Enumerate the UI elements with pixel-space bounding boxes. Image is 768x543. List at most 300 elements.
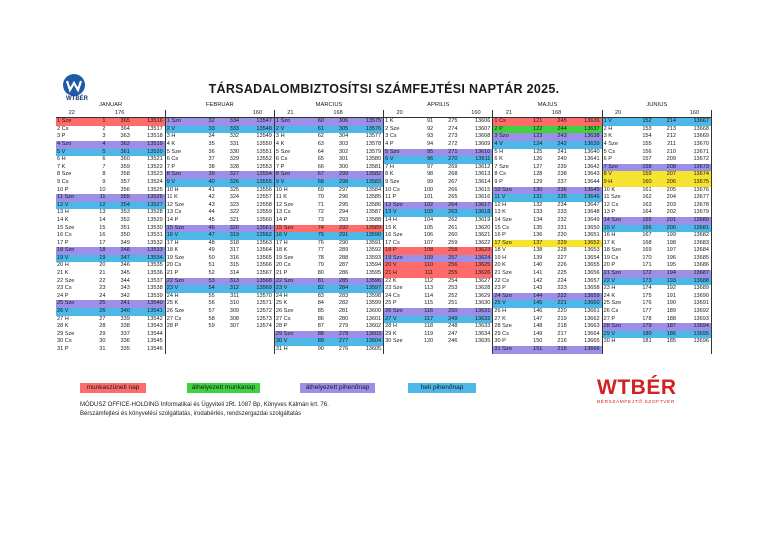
day-of-year: 101 (423, 194, 434, 201)
month-workday-count (165, 110, 196, 118)
serial-day-number: 13548 (241, 126, 274, 134)
day-label: 30 Cs (57, 338, 72, 345)
day-label: 25 K (166, 300, 179, 307)
days-remaining: 273 (448, 133, 458, 140)
serial-day-number: 13675 (678, 179, 712, 187)
days-remaining: 363 (120, 133, 130, 140)
serial-day-number: 13577 (350, 133, 383, 141)
day-of-year: 33 (197, 126, 217, 134)
day-of-year: 6 (102, 156, 106, 163)
day-label (165, 346, 196, 354)
serial-day-number: 13580 (350, 156, 383, 164)
day-of-year: 151 (524, 346, 544, 354)
day-of-year: 56 (208, 300, 215, 307)
day-label: 21 P (166, 270, 179, 277)
days-remaining: 302 (338, 148, 349, 155)
days-remaining (217, 346, 241, 354)
days-remaining: 290 (338, 239, 349, 246)
days-remaining: 236 (544, 187, 568, 195)
days-remaining: 295 (338, 201, 349, 208)
day-of-year: 177 (642, 308, 652, 315)
day-of-year: 110 (415, 262, 435, 270)
serial-day-number: 13568 (241, 278, 274, 286)
day-of-year: 174 (642, 285, 652, 292)
day-of-year: 98 (426, 171, 434, 178)
table-row (56, 141, 712, 149)
month-hours-count: 168 (544, 110, 568, 118)
day-of-year: 9 (102, 178, 106, 185)
day-of-year: 77 (317, 247, 324, 254)
day-label: 21 Sze (494, 270, 512, 277)
serial-day-number: 13658 (569, 285, 602, 293)
serial-day-number: 13632 (460, 316, 493, 324)
days-remaining: 314 (229, 270, 240, 277)
day-label: 3 P (57, 133, 66, 140)
days-remaining: 224 (557, 277, 567, 284)
day-label: 16 Cs (57, 232, 72, 239)
serial-day-number: 13661 (569, 308, 602, 316)
serial-day-number: 13547 (241, 118, 274, 126)
day-label: 19 V (56, 255, 87, 263)
serial-day-number: 13604 (350, 338, 383, 346)
day-label: 12 Szo (384, 202, 415, 210)
days-remaining: 303 (338, 140, 349, 147)
serial-day-number: 13534 (132, 255, 165, 263)
day-label: 4 P (385, 140, 394, 147)
days-remaining: 248 (448, 323, 458, 330)
serial-day-number: 13516 (132, 118, 165, 126)
serial-day-number: 13532 (132, 240, 165, 248)
day-label: 24 H (166, 292, 179, 299)
day-label: 9 P (494, 178, 503, 185)
days-remaining: 337 (120, 330, 130, 337)
days-remaining: 216 (557, 338, 567, 345)
serial-day-number: 13696 (678, 338, 712, 346)
month-stat-empty (634, 110, 654, 118)
days-remaining: 226 (557, 262, 567, 269)
day-label: 4 K (166, 140, 176, 147)
table-row (56, 285, 712, 293)
day-label: 28 K (57, 323, 69, 330)
day-of-year (415, 346, 435, 354)
day-label: 13 Cs (275, 209, 291, 216)
serial-day-number: 13667 (678, 118, 712, 126)
days-remaining: 246 (448, 338, 458, 345)
days-remaining: 266 (448, 186, 458, 193)
day-of-year: 65 (317, 156, 324, 163)
serial-day-number: 13564 (241, 247, 274, 255)
serial-day-number (241, 338, 274, 346)
serial-day-number: 13631 (460, 308, 493, 316)
days-remaining: 221 (544, 300, 568, 308)
day-of-year: 160 (634, 179, 654, 187)
serial-day-number (678, 346, 712, 354)
day-label: 18 P (384, 247, 415, 255)
days-remaining: 269 (448, 163, 458, 170)
serial-day-number: 13522 (132, 164, 165, 172)
day-label: 20 H (57, 262, 69, 269)
days-remaining: 251 (448, 300, 458, 307)
serial-day-number: 13640 (569, 149, 602, 157)
table-row (56, 247, 712, 255)
days-remaining: 285 (326, 278, 350, 286)
day-label: 14 K (57, 216, 69, 223)
serial-day-number: 13550 (241, 141, 274, 149)
day-label: 8 K (385, 171, 394, 178)
serial-day-number: 13583 (350, 179, 383, 187)
day-label: 23 H (603, 285, 616, 292)
month-stat-empty (197, 110, 217, 118)
day-label: 30 H (603, 338, 616, 345)
day-of-year: 32 (197, 118, 217, 126)
day-of-year: 132 (533, 201, 543, 208)
days-remaining: 256 (435, 262, 459, 270)
day-of-year: 143 (533, 285, 543, 292)
serial-day-number: 13673 (678, 164, 712, 172)
serial-day-number: 13569 (241, 285, 274, 293)
days-remaining: 210 (666, 148, 676, 155)
day-of-year: 173 (634, 278, 654, 286)
days-remaining: 364 (120, 125, 130, 132)
day-label: 22 Cs (494, 277, 510, 284)
month-hours-count-alt: 160 (460, 110, 493, 118)
day-label: 8 Szo (165, 171, 196, 179)
days-remaining: 214 (654, 118, 678, 126)
day-label: 6 Cs (166, 156, 179, 163)
days-remaining: 197 (666, 247, 676, 254)
day-of-year: 156 (642, 148, 652, 155)
day-label: 4 Szo (56, 141, 87, 149)
days-remaining: 250 (435, 308, 459, 316)
serial-day-number: 13576 (350, 126, 383, 134)
day-label: 26 H (494, 308, 507, 315)
days-remaining: 350 (120, 232, 130, 239)
day-label: 28 P (166, 323, 179, 330)
day-of-year: 142 (533, 277, 543, 284)
days-remaining: 257 (435, 255, 459, 263)
day-label: 6 K (494, 156, 503, 163)
days-remaining: 356 (120, 186, 130, 193)
day-of-year: 19 (87, 255, 107, 263)
serial-day-number: 13553 (241, 164, 274, 172)
day-label: 11 Sze (603, 194, 621, 201)
day-label: 1 K (385, 118, 394, 125)
serial-day-number: 13645 (569, 187, 602, 195)
day-label: 1 Szo (165, 118, 196, 126)
day-label: 15 V (602, 225, 633, 233)
days-remaining: 255 (435, 270, 459, 278)
day-label: 10 Cs (385, 186, 400, 193)
days-remaining: 275 (448, 118, 458, 125)
serial-day-number: 13521 (132, 156, 165, 164)
days-remaining: 331 (229, 140, 240, 147)
serial-day-number: 13552 (241, 156, 274, 164)
day-of-year: 34 (208, 133, 215, 140)
day-label: 12 Cs (603, 201, 619, 208)
serial-day-number: 13695 (678, 331, 712, 339)
day-of-year: 140 (533, 262, 543, 269)
day-of-year: 45 (208, 216, 215, 223)
day-of-year: 55 (208, 292, 215, 299)
day-of-year: 161 (642, 186, 652, 193)
days-remaining: 280 (338, 315, 349, 322)
day-of-year: 113 (424, 285, 434, 292)
days-remaining: 336 (120, 338, 130, 345)
serial-day-number: 13681 (678, 225, 712, 233)
days-remaining: 209 (666, 156, 676, 163)
day-of-year: 152 (634, 118, 654, 126)
day-of-year: 112 (424, 277, 434, 284)
small-logo-text: WTBÉR (66, 96, 88, 102)
table-row (56, 316, 712, 324)
serial-day-number: 13596 (350, 278, 383, 286)
day-label: 15 K (385, 224, 397, 231)
days-remaining: 349 (120, 239, 130, 246)
day-label: 7 K (57, 163, 66, 170)
serial-day-number: 13540 (132, 300, 165, 308)
month-hours-count-alt (569, 110, 602, 118)
day-label (602, 346, 633, 354)
day-label (165, 331, 196, 339)
days-remaining: 278 (326, 331, 350, 339)
serial-day-number: 13639 (569, 141, 602, 149)
days-remaining: 292 (326, 225, 350, 233)
serial-day-number: 13578 (350, 141, 383, 149)
serial-day-number: 13593 (350, 255, 383, 263)
days-remaining: 190 (666, 300, 676, 307)
day-label: 19 Szo (384, 255, 415, 263)
day-of-year: 24 (99, 292, 106, 299)
table-row (56, 300, 712, 308)
days-remaining: 355 (108, 194, 132, 202)
serial-day-number: 13669 (678, 133, 712, 141)
serial-day-number: 13537 (132, 278, 165, 286)
serial-day-number: 13572 (241, 308, 274, 316)
table-row (56, 126, 712, 134)
day-label: 16 H (603, 232, 616, 239)
serial-day-number: 13520 (132, 149, 165, 157)
days-remaining (654, 346, 678, 354)
day-label: 12 Sze (166, 201, 185, 208)
day-label: 21 P (275, 270, 288, 277)
day-of-year: 72 (317, 209, 324, 216)
days-remaining: 328 (229, 163, 240, 170)
day-of-year: 90 (317, 346, 324, 352)
serial-day-number: 13626 (460, 270, 493, 278)
day-label: 6 H (57, 156, 66, 163)
days-remaining: 260 (448, 232, 458, 239)
serial-day-number: 13524 (132, 179, 165, 187)
serial-day-number: 13541 (132, 308, 165, 316)
day-label: 14 Szo (602, 217, 633, 225)
day-label: 27 K (494, 315, 506, 322)
day-label: 26 Sze (275, 308, 294, 315)
serial-day-number: 13653 (569, 247, 602, 255)
day-label: 29 Cs (494, 330, 510, 337)
day-label: 28 Sze (494, 323, 512, 330)
month-hours-count-alt: 160 (678, 110, 712, 118)
days-remaining: 264 (435, 202, 459, 210)
day-of-year: 108 (415, 247, 435, 255)
brand-word: WTBÉR (597, 376, 677, 399)
day-of-year: 8 (102, 171, 106, 178)
days-remaining: 300 (338, 163, 349, 170)
days-remaining: 194 (654, 270, 678, 278)
day-of-year: 85 (317, 308, 324, 315)
month-hours-count (435, 110, 459, 118)
day-of-year: 86 (317, 315, 324, 322)
day-of-year: 49 (208, 247, 215, 254)
serial-day-number: 13527 (132, 202, 165, 210)
day-label: 8 V (602, 171, 633, 179)
days-remaining: 343 (120, 285, 130, 292)
days-remaining: 351 (120, 224, 130, 231)
day-label: 11 K (166, 194, 178, 201)
footer-services: Bérszámfejtési és könyvelési szolgáltatás, irodabérlés, rendszergazdai szolgáltatás (80, 411, 302, 417)
day-label: 2 Cs (57, 125, 69, 132)
day-label: 4 K (275, 140, 285, 147)
day-of-year: 64 (317, 148, 324, 155)
day-label: 17 P (57, 239, 69, 246)
day-label: 14 H (385, 216, 397, 223)
day-label: 27 H (57, 315, 69, 322)
days-remaining: 261 (448, 224, 458, 231)
day-of-year: 35 (208, 140, 215, 147)
days-remaining: 202 (666, 209, 676, 216)
days-remaining: 281 (338, 308, 349, 315)
day-of-year: 153 (642, 125, 652, 132)
month-name: JANUÁR (99, 102, 123, 108)
day-of-year: 103 (415, 209, 435, 217)
day-label: 17 H (275, 239, 288, 246)
days-remaining: 240 (557, 156, 567, 163)
day-label: 25 Szo (56, 300, 87, 308)
day-label: 30 Sze (385, 338, 403, 345)
day-of-year: 141 (533, 270, 543, 277)
day-label: 26 Sze (166, 308, 185, 315)
days-remaining: 263 (435, 209, 459, 217)
day-of-year: 53 (197, 278, 217, 286)
day-of-year: 91 (426, 118, 434, 125)
days-remaining: 319 (217, 232, 241, 240)
days-remaining: 338 (120, 323, 130, 330)
day-of-year: 80 (317, 270, 324, 277)
day-of-year: 97 (426, 163, 434, 170)
serial-day-number: 13589 (350, 225, 383, 233)
days-remaining: 203 (666, 201, 676, 208)
day-of-year: 63 (317, 140, 324, 147)
serial-day-number: 13657 (569, 278, 602, 286)
day-label: 15 Cs (494, 224, 510, 231)
day-label: 18 K (275, 247, 288, 254)
day-label: 13 K (494, 209, 506, 216)
serial-day-number: 13566 (241, 262, 274, 270)
day-label: 28 Szo (602, 323, 633, 331)
day-label: 3 H (166, 133, 176, 140)
day-label: 25 P (385, 300, 397, 307)
day-of-year: 135 (533, 224, 543, 231)
serial-day-number: 13526 (132, 194, 165, 202)
day-of-year: 40 (197, 179, 217, 187)
day-label: 29 K (385, 330, 397, 337)
calendar-table (56, 102, 712, 354)
day-of-year: 14 (99, 216, 106, 223)
days-remaining: 207 (654, 171, 678, 179)
day-of-year: 157 (642, 156, 652, 163)
day-of-year: 162 (642, 194, 652, 201)
day-label: 2 H (603, 125, 613, 132)
serial-day-number: 13605 (350, 346, 383, 354)
table-row (56, 308, 712, 316)
days-remaining: 358 (120, 171, 130, 178)
day-of-year: 47 (197, 232, 217, 240)
day-label: 10 P (57, 186, 69, 193)
days-remaining: 232 (557, 216, 567, 223)
day-label: 3 H (275, 133, 285, 140)
day-label: 19 Sze (166, 254, 185, 261)
day-label: 3 K (603, 133, 613, 140)
serial-day-number: 13623 (460, 247, 493, 255)
serial-day-number: 13601 (350, 316, 383, 324)
serial-day-number: 13598 (350, 293, 383, 301)
days-remaining: 348 (108, 247, 132, 255)
days-remaining: 233 (557, 209, 567, 216)
table-row (56, 293, 712, 301)
serial-day-number: 13684 (678, 247, 712, 255)
serial-day-number: 13545 (132, 338, 165, 346)
table-row (56, 217, 712, 225)
day-of-year: 175 (642, 292, 652, 299)
day-of-year: 31 (99, 346, 106, 352)
days-remaining: 311 (230, 292, 240, 299)
serial-day-number: 13619 (460, 217, 493, 225)
day-of-year: 167 (642, 232, 652, 239)
month-name: FEBRUÁR (205, 102, 234, 108)
day-of-year: 148 (533, 323, 543, 330)
serial-day-number: 13517 (132, 126, 165, 134)
day-label: 24 Szo (493, 293, 524, 301)
month-name: JÚNIUS (646, 102, 668, 108)
days-remaining: 276 (338, 346, 349, 352)
days-remaining: 252 (448, 292, 458, 299)
day-label: 31 P (57, 346, 69, 352)
day-of-year: 87 (317, 323, 324, 330)
serial-day-number: 13642 (569, 164, 602, 172)
day-of-year: 62 (317, 133, 324, 140)
day-of-year: 123 (524, 133, 544, 141)
day-of-year: 29 (99, 330, 106, 337)
days-remaining: 189 (666, 308, 676, 315)
day-label: 7 H (385, 163, 394, 170)
day-of-year: 125 (533, 148, 543, 155)
serial-day-number: 13659 (569, 293, 602, 301)
day-of-year: 176 (642, 300, 652, 307)
day-of-year: 36 (208, 148, 215, 155)
days-remaining (435, 346, 459, 354)
table-row (56, 331, 712, 339)
day-of-year: 4 (87, 141, 107, 149)
day-label: 24 Cs (385, 292, 400, 299)
day-label: 19 H (494, 254, 507, 261)
day-label: 18 K (166, 247, 179, 254)
day-label: 1 V (602, 118, 633, 126)
day-label (384, 346, 415, 354)
serial-day-number: 13636 (569, 118, 602, 126)
month-hours-count: 176 (108, 110, 132, 118)
day-label: 22 Sze (57, 277, 75, 284)
serial-day-number: 13629 (460, 293, 493, 301)
days-remaining: 309 (229, 308, 240, 315)
